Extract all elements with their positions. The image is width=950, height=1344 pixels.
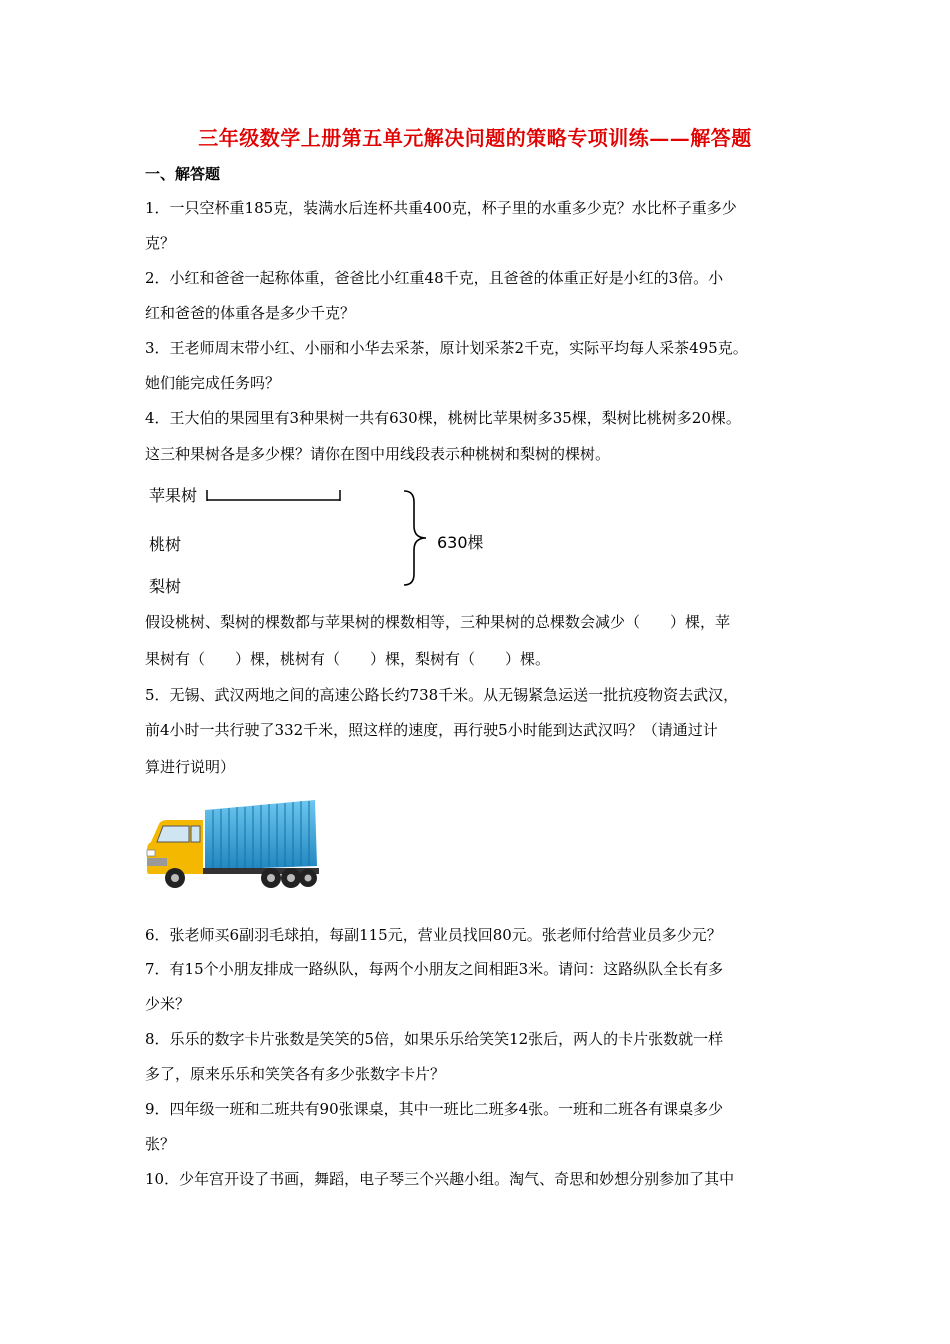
pear-tree-label: 梨树 (149, 577, 182, 596)
question-line: 克？ (145, 234, 176, 252)
question-line: 1．一只空杯重185克，装满水后连杯共重400克，杯子里的水重多少克？水比杯子重多少 (145, 199, 737, 217)
question-line: 10．少年宫开设了书画，舞蹈，电子琴三个兴趣小组。淘气、奇思和妙想分别参加了其中 (145, 1170, 735, 1188)
question-line: 9．四年级一班和二班共有90张课桌，其中一班比二班多4张。一班和二班各有课桌多少 (145, 1100, 724, 1118)
question-line: 前4小时一共行驶了332千米，照这样的速度，再行驶5小时能到达武汉吗？（请通过计 (145, 721, 718, 739)
total-label: 630棵 (437, 533, 484, 552)
question-line: 少米？ (145, 995, 191, 1013)
question-line: 假设桃树、梨树的棵数都与苹果树的棵数相等，三种果树的总棵数会减少（ ）棵，苹 (145, 613, 731, 631)
section-heading: 一、解答题 (145, 165, 221, 183)
question-line: 红和爸爸的体重各是多少千克？ (145, 304, 356, 322)
question-line: 她们能完成任务吗？ (145, 374, 281, 392)
question-line: 算进行说明） (145, 758, 236, 776)
apple-tree-label: 苹果树 (149, 486, 198, 505)
peach-tree-label: 桃树 (149, 535, 182, 554)
question-line: 3．王老师周末带小红、小丽和小华去采茶，原计划采茶2千克，实际平均每人采茶495克。 (145, 339, 748, 357)
truck-illustration (145, 798, 320, 893)
question-line: 7．有15个小朋友排成一路纵队，每两个小朋友之间相距3米。请问：这路纵队全长有多 (145, 960, 724, 978)
question-line: 果树有（ ）棵，桃树有（ ）棵，梨树有（ ）棵。 (145, 650, 551, 668)
question-line: 6．张老师买6副羽毛球拍，每副115元，营业员找回80元。张老师付给营业员多少元？ (145, 926, 722, 944)
brace-icon (398, 488, 438, 588)
question-line: 5．无锡、武汉两地之间的高速公路长约738千米。从无锡紧急运送一批抗疫物资去武汉， (145, 686, 739, 704)
question-line: 这三种果树各是多少棵？请你在图中用线段表示种桃树和梨树的棵树。 (145, 445, 611, 463)
question-line: 多了，原来乐乐和笑笑各有多少张数字卡片？ (145, 1065, 446, 1083)
question-line: 8．乐乐的数字卡片张数是笑笑的5倍，如果乐乐给笑笑12张后，两人的卡片张数就一样 (145, 1030, 724, 1048)
page-title: 三年级数学上册第五单元解决问题的策略专项训练——解答题 (198, 126, 752, 150)
apple-tree-segment (195, 480, 355, 510)
question-line: 张？ (145, 1135, 176, 1153)
question-line: 4．王大伯的果园里有3种果树一共有630棵，桃树比苹果树多35棵，梨树比桃树多20棵。 (145, 409, 741, 427)
question-line: 2．小红和爸爸一起称体重，爸爸比小红重48千克，且爸爸的体重正好是小红的3倍。小 (145, 269, 724, 287)
